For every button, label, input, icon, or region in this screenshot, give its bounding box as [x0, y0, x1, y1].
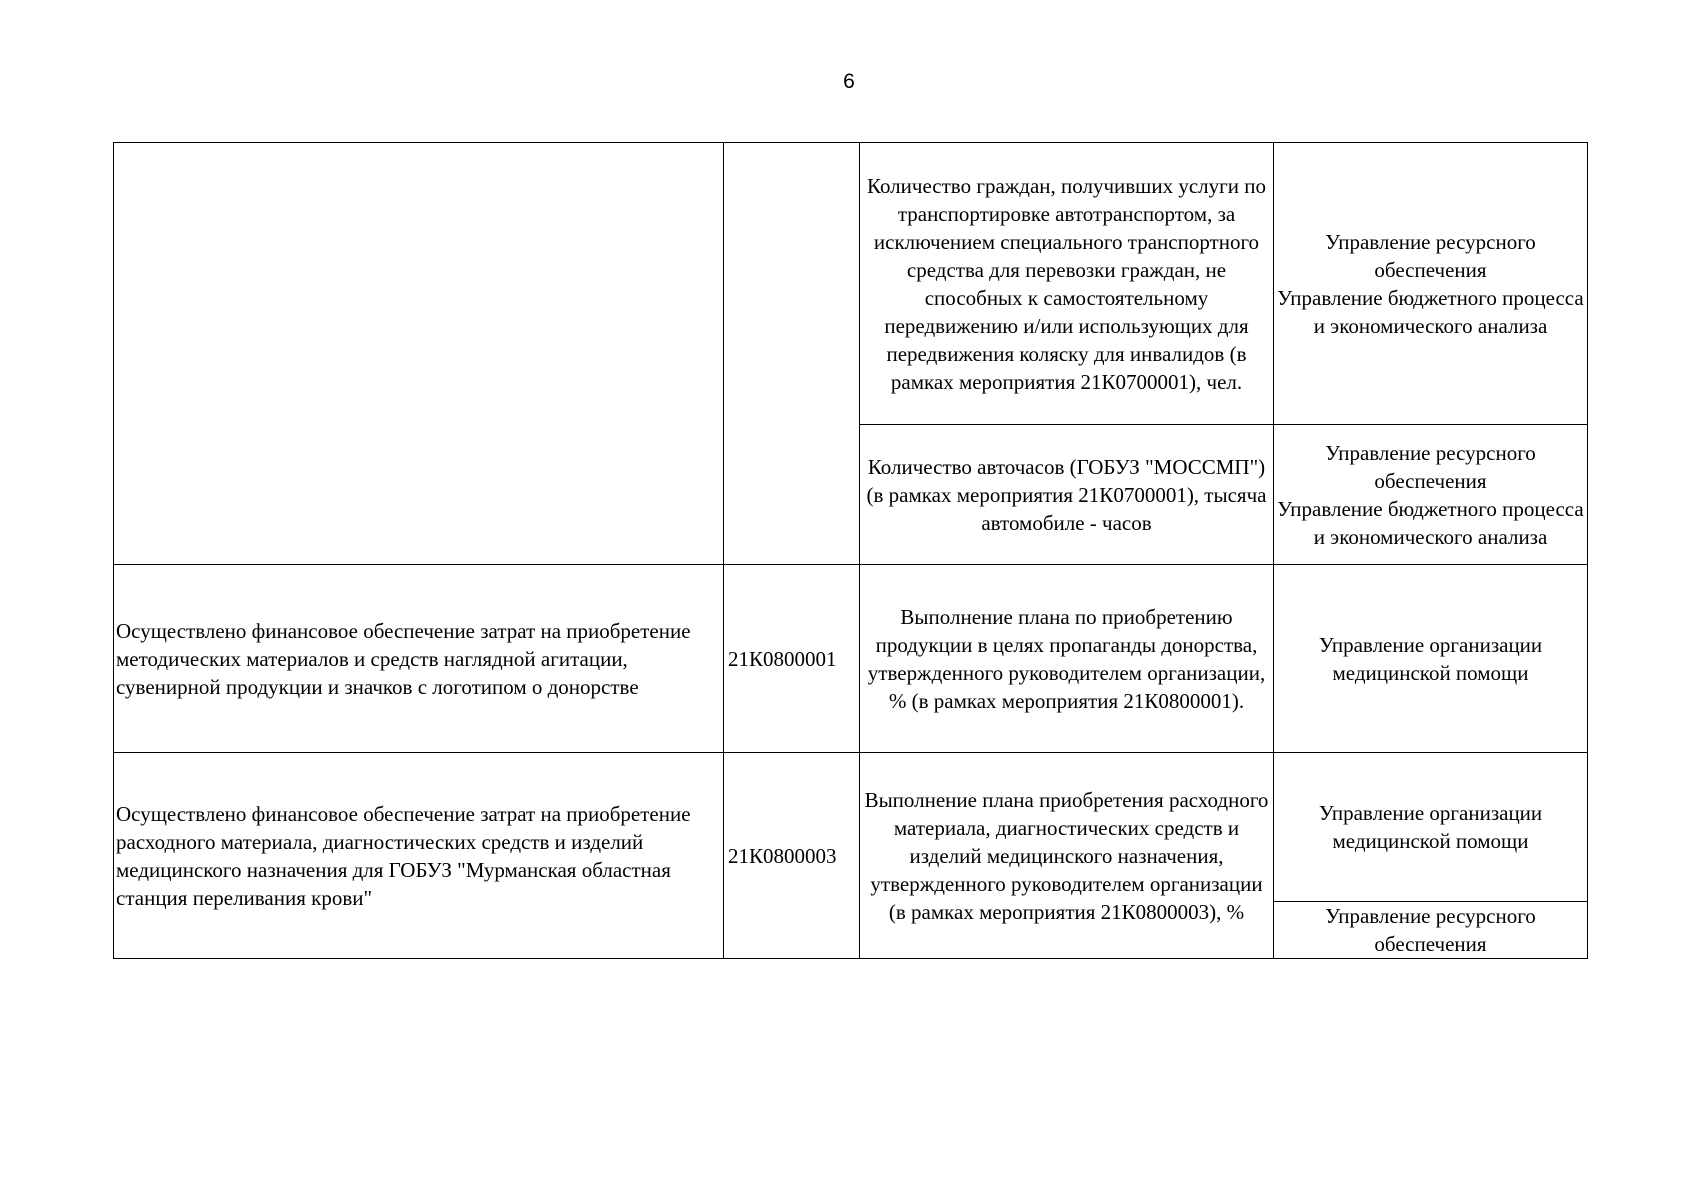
measures-table [113, 142, 1588, 959]
indicator-cell: Выполнение плана приобретения расходного материала, диагностических средств и изделий медицинского назначения, утвержденного руководителем организации (в рамках мероприятия 21К0800003), % [860, 753, 1274, 959]
page-number: 6 [843, 70, 855, 93]
code-cell [724, 143, 860, 565]
responsible-cell: Управление ресурсного обеспечения Управление бюджетного процесса и экономического анализа [1274, 425, 1588, 565]
indicator-cell: Количество граждан, получивших услуги по транспортировке автотранспортом, за исключением специального транспортного средства для перевозки граждан, не способных к самостоятельному передвижению и/или использующих для передвижения коляску для инвалидов (в рамках мероприятия 21К0700001), чел. [860, 143, 1274, 425]
code-cell: 21К0800001 [724, 565, 860, 753]
code-cell: 21К0800003 [724, 753, 860, 959]
result-cell [114, 143, 724, 565]
responsible-cell: Управление ресурсного обеспечения [1274, 902, 1588, 959]
responsible-cell: Управление ресурсного обеспечения Управление бюджетного процесса и экономического анализа [1274, 143, 1588, 425]
table-row [114, 753, 1588, 902]
result-cell: Осуществлено финансовое обеспечение затрат на приобретение методических материалов и средств наглядной агитации, сувенирной продукции и значков с логотипом о донорстве [114, 565, 724, 753]
table-row [114, 565, 1588, 753]
responsible-cell: Управление организации медицинской помощи [1274, 565, 1588, 753]
indicator-cell: Количество авточасов (ГОБУЗ "МОССМП") (в рамках мероприятия 21К0700001), тысяча автомобиле - часов [860, 425, 1274, 565]
result-cell: Осуществлено финансовое обеспечение затрат на приобретение расходного материала, диагностических средств и изделий медицинского назначения для ГОБУЗ "Мурманская областная станция переливания крови" [114, 753, 724, 959]
indicator-cell: Выполнение плана по приобретению продукции в целях пропаганды донорства, утвержденного руководителем организации, % (в рамках мероприятия 21К0800001). [860, 565, 1274, 753]
table-row [114, 143, 1588, 425]
responsible-cell: Управление организации медицинской помощи [1274, 753, 1588, 902]
